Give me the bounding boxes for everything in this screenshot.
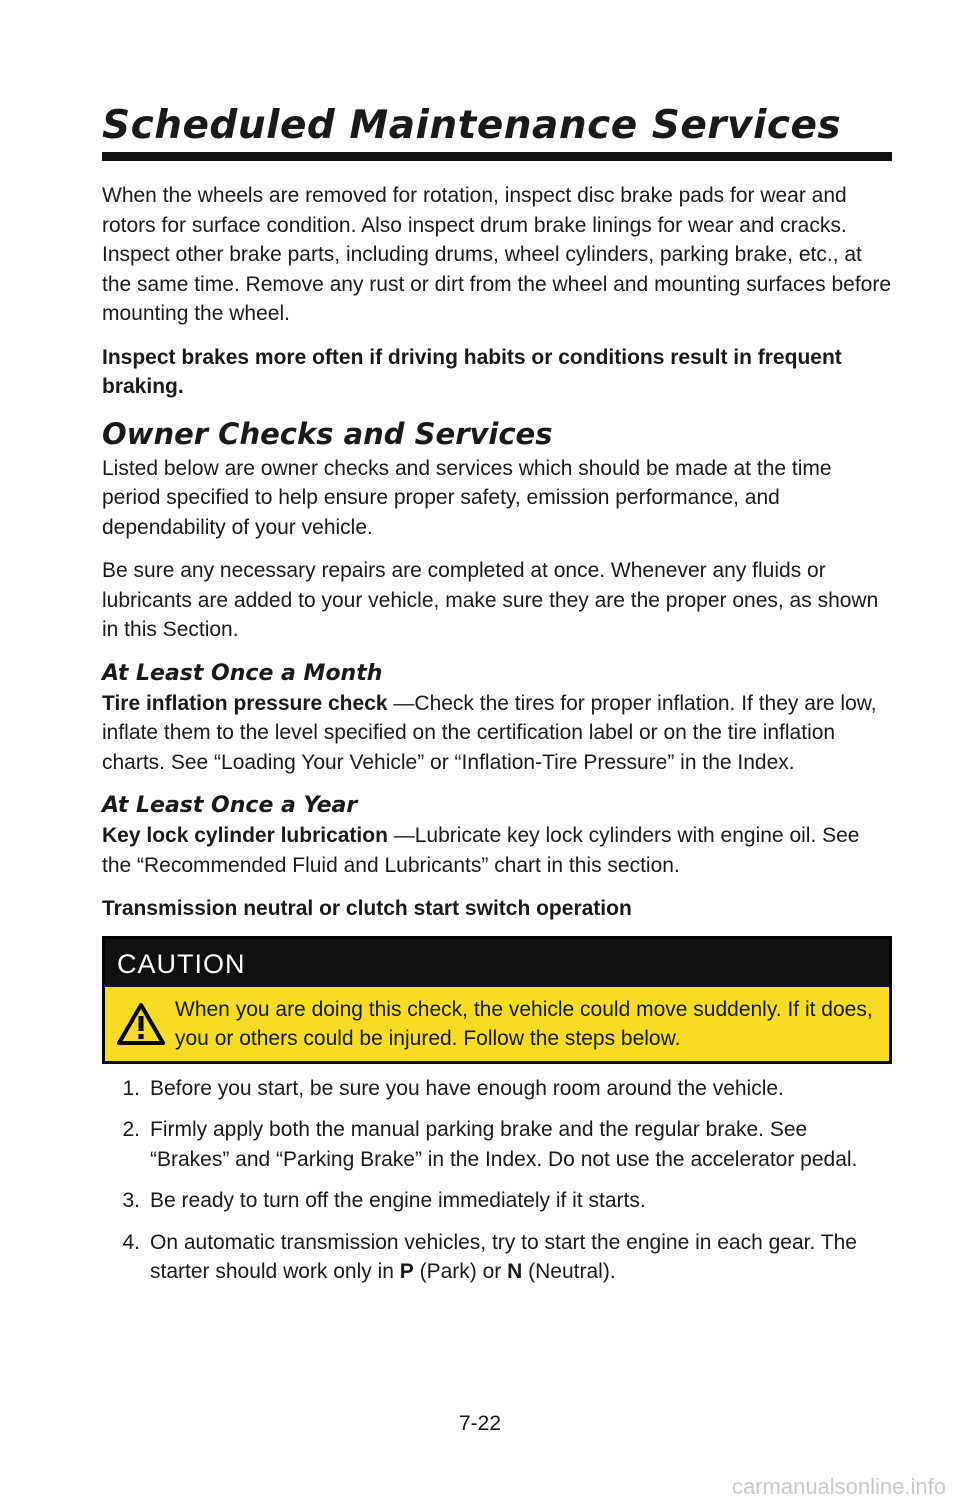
intro-bold-note: Inspect brakes more often if driving habits or conditions result in frequent braking. (102, 345, 842, 398)
step-number: 4. (122, 1230, 140, 1254)
subheading-yearly: At Least Once a Year (102, 793, 358, 818)
monthly-item-label: Tire inflation pressure check (102, 691, 388, 715)
yearly-item (102, 821, 892, 880)
step-text (150, 1228, 892, 1287)
page-title: Scheduled Maintenance Services (102, 103, 842, 148)
subheading-monthly: At Least Once a Month (102, 660, 383, 686)
caution-body (105, 987, 889, 1061)
step-text: Firmly apply both the manual parking brake and the regular brake. See “Brakes” and “Parking Brake” in the Index. Do not use the accelerator pedal. (150, 1118, 858, 1171)
yearly-item-label: Key lock cylinder lubrication (102, 824, 388, 847)
section-heading-owner-checks: Owner Checks and Services (102, 416, 553, 451)
list-item (102, 1074, 892, 1104)
manual-page (102, 102, 892, 1299)
owner-checks-paragraph: Listed below are owner checks and services which should be made at the time period specified to help ensure proper safety, emission performance, and dependability of your vehicle. (102, 456, 832, 539)
list-item (102, 1228, 892, 1287)
step-text-part: (Park) or (413, 1260, 508, 1283)
yearly-item-text: —Lubricate key lock cylinders with engine oil. See the “Recommended Fluid and Lubricants” chart in this section. (102, 824, 860, 877)
title-rule-thick (102, 152, 892, 161)
watermark: carmanualsonline.info (731, 1474, 946, 1499)
caution-text: When you are doing this check, the vehicle could move suddenly. If it does, you or others could be injured. Follow the steps below. (175, 997, 873, 1050)
caution-label: CAUTION (105, 939, 889, 987)
page-number: 7-22 (458, 1412, 502, 1435)
gear-neutral: N (507, 1260, 523, 1283)
warning-triangle-icon (117, 1003, 165, 1045)
monthly-item (102, 689, 892, 778)
step-text: Be ready to turn off the engine immediately if it starts. (150, 1189, 646, 1212)
step-number: 2. (122, 1118, 140, 1141)
step-text-part: On automatic transmission vehicles, try to start the engine in each gear. The starter should work only in (150, 1230, 857, 1283)
step-number: 1. (122, 1076, 140, 1100)
list-item (102, 1186, 892, 1216)
steps-list (102, 1074, 892, 1287)
step-number: 3. (122, 1189, 140, 1212)
transmission-heading: Transmission neutral or clutch start switch operation (102, 897, 632, 920)
intro-paragraph: When the wheels are removed for rotation, inspect disc brake pads for wear and rotors for surface condition. Also inspect drum brake linings for wear and cracks. Inspect other brake parts, including drums, wheel cylinders, parking brake, etc., at the same time. Remove any rust or dirt from the wheel and mounting surfaces before mounting the wheel. (102, 184, 892, 325)
owner-checks-paragraph-2: Be sure any necessary repairs are completed at once. Whenever any fluids or lubricants are added to your vehicle, make sure they are the proper ones, as shown in this Section. (102, 559, 879, 641)
monthly-item-text: —Check the tires for proper inflation. If they are low, inflate them to the level specified on the certification label or on the tire inflation charts. See “Loading Your Vehicle” or “Inflation-Tire Pressure” in the Index. (102, 691, 877, 774)
step-text: Before you start, be sure you have enough room around the vehicle. (150, 1076, 784, 1100)
step-text-part: (Neutral). (522, 1260, 616, 1283)
caution-box (102, 936, 892, 1064)
list-item (102, 1115, 892, 1174)
gear-park: P (399, 1260, 414, 1283)
